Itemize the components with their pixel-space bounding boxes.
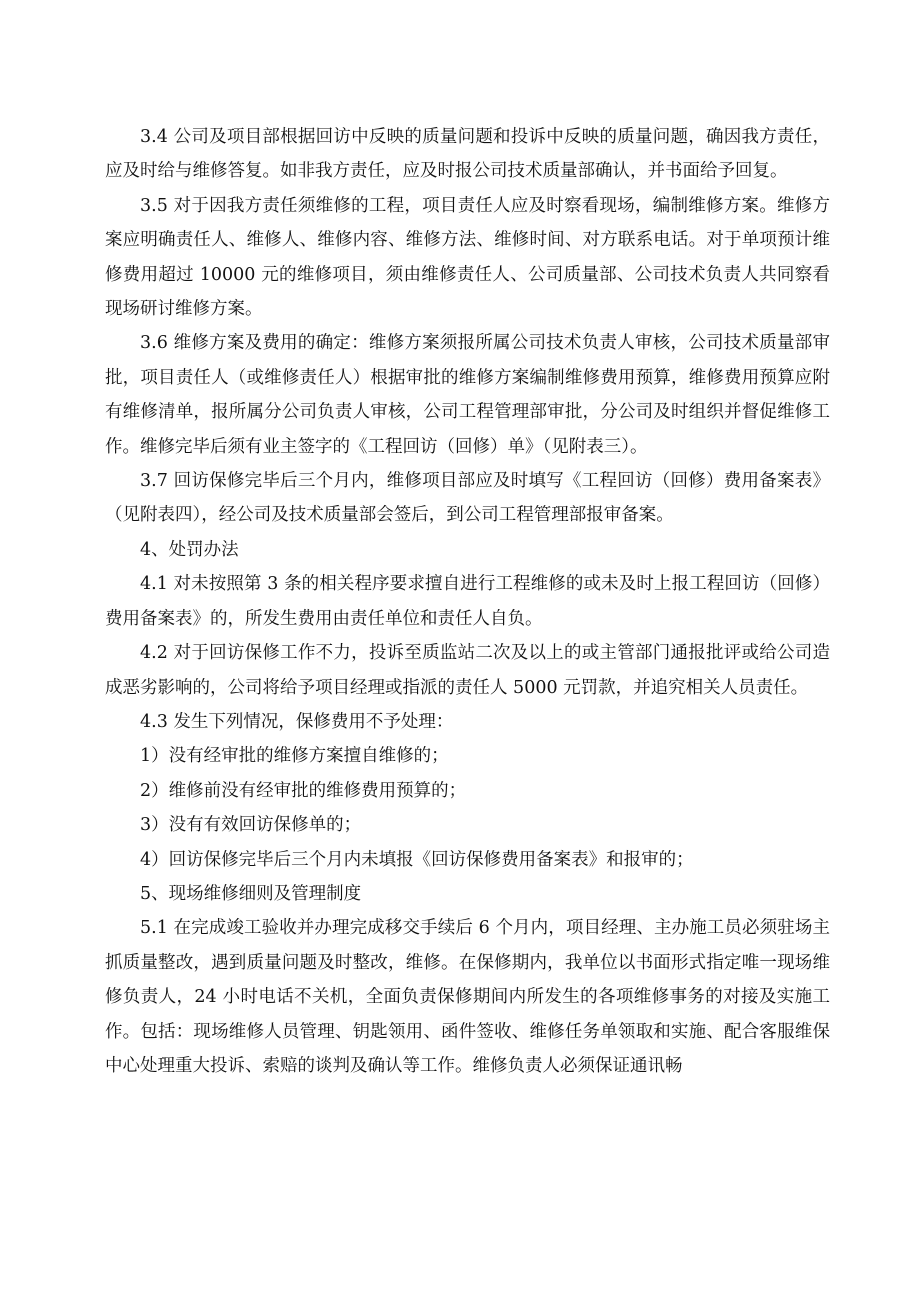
list-item-1: 1）没有经审批的维修方案擅自维修的； xyxy=(140,746,449,767)
paragraph-4-3: 4.3 发生下列情况，保修费用不予处理： xyxy=(140,711,454,732)
paragraph-5-1: 5.1 在完成竣工验收并办理完成移交手续后 6 个月内，项目经理、主办施工员必须驻场主抓质量整改，遇到质量问题及时整改，维修。在保修期内，我单位以书面形式指定唯一现场维修负责人，24 小时电话不关机，全面负责保修期间内所发生的各项维修事务的对接及实施工作。包括：现场维修人员管理、钥匙领用、函件签收、维修任务单领取和实施、配合客服维保中心处理重大投诉、索赔的谈判及确认等工作。维修负责人必须保证通讯畅 xyxy=(105,918,830,1076)
paragraph-3-4: 3.4 公司及项目部根据回访中反映的质量问题和投诉中反映的质量问题，确因我方责任，应及时给与维修答复。如非我方责任，应及时报公司技术质量部确认，并书面给予回复。 xyxy=(105,127,830,182)
paragraph-4-1: 4.1 对未按照第 3 条的相关程序要求擅自进行工程维修的或未及时上报工程回访（回修）费用备案表》的，所发生费用由责任单位和责任人自负。 xyxy=(105,574,830,629)
list-item-2: 2）维修前没有经审批的维修费用预算的； xyxy=(140,780,467,801)
document-body xyxy=(105,120,830,1083)
paragraph-3-5: 3.5 对于因我方责任须维修的工程，项目责任人应及时察看现场，编制维修方案。维修方案应明确责任人、维修人、维修内容、维修方法、维修时间、对方联系电话。对于单项预计维修费用超过 10000 元的维修项目，须由维修责任人、公司质量部、公司技术负责人共同察看现场研讨维修方案。 xyxy=(105,195,830,320)
paragraph-4-2: 4.2 对于回访保修工作不力，投诉至质监站二次及以上的或主管部门通报批评或给公司造成恶劣影响的，公司将给予项目经理或指派的责任人 5000 元罚款，并追究相关人员责任。 xyxy=(105,643,830,698)
paragraph-3-7: 3.7 回访保修完毕后三个月内，维修项目部应及时填写《工程回访（回修）费用备案表》（见附表四），经公司及技术质量部会签后，到公司工程管理部报审备案。 xyxy=(105,471,830,526)
section-heading-4: 4、处罚办法 xyxy=(140,539,239,560)
list-item-3: 3）没有有效回访保修单的； xyxy=(140,815,362,836)
list-item-4: 4）回访保修完毕后三个月内未填报《回访保修费用备案表》和报审的； xyxy=(140,849,694,870)
paragraph-3-6: 3.6 维修方案及费用的确定：维修方案须报所属公司技术负责人审核，公司技术质量部审批，项目责任人（或维修责任人）根据审批的维修方案编制维修费用预算，维修费用预算应附有维修清单，报所属分公司负责人审核，公司工程管理部审批，分公司及时组织并督促维修工作。维修完毕后须有业主签字的《工程回访（回修）单》（见附表三）。 xyxy=(105,333,830,457)
section-heading-5: 5、现场维修细则及管理制度 xyxy=(140,883,362,904)
